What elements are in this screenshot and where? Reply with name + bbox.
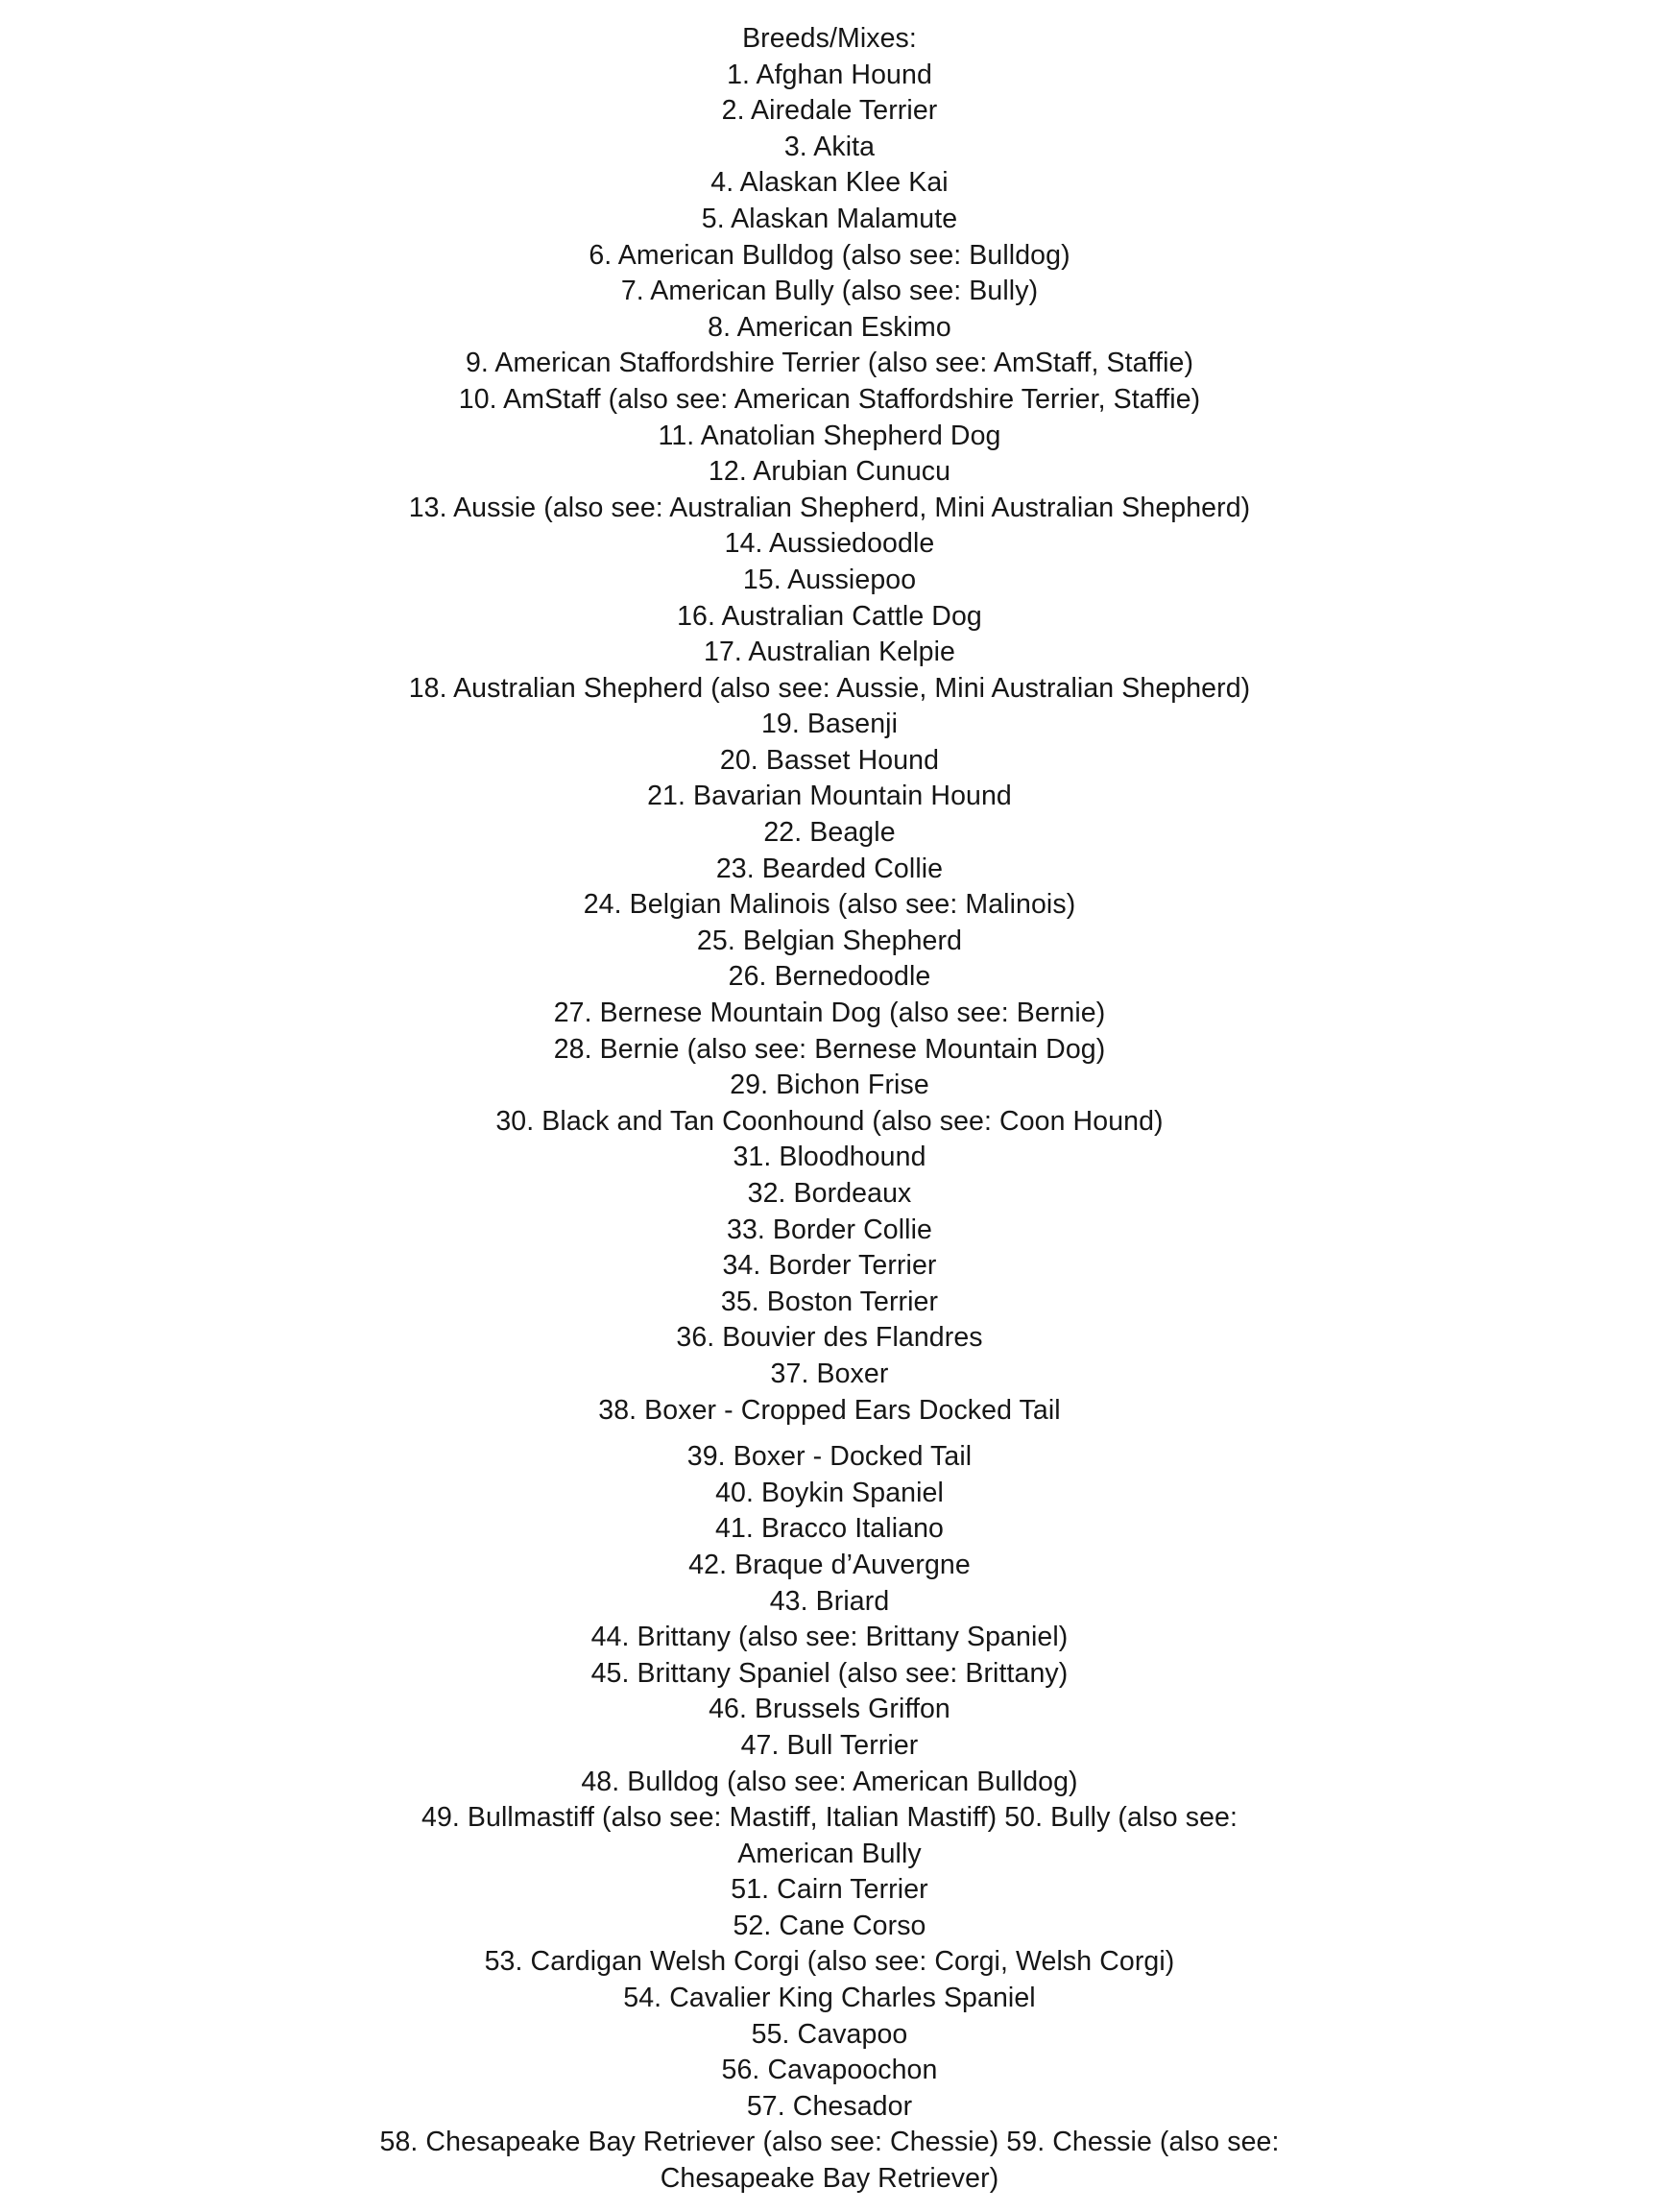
breed-list-item: 33. Border Collie [727,1214,932,1245]
breed-list-item: 2. Airedale Terrier [721,95,938,127]
breed-list-item: 4. Alaskan Klee Kai [710,167,949,199]
breed-list-item: 28. Bernie (also see: Bernese Mountain Dog) [553,1033,1106,1065]
breed-list-item: 58. Chesapeake Bay Retriever (also see: Chessie) 59. Chessie (also see: [379,2127,1280,2158]
breed-list-item: 21. Bavarian Mountain Hound [647,781,1012,812]
breed-list-item: 20. Basset Hound [719,744,940,776]
breed-list-item: 24. Belgian Malinois (also see: Malinois) [583,889,1076,921]
breed-list-item: Chesapeake Bay Retriever) [660,2163,999,2195]
breed-list-item: 18. Australian Shepherd (also see: Aussie, Mini Australian Shepherd) [408,672,1251,704]
breed-list-item: 57. Chesador [746,2090,913,2122]
breed-list-item: 41. Bracco Italiano [715,1513,944,1545]
breed-list-item: 1. Afghan Hound [727,59,932,90]
breed-list-item: 26. Bernedoodle [728,961,931,993]
breed-list-item: 31. Bloodhound [733,1142,926,1173]
breed-list-item: 42. Braque d’Auvergne [688,1549,971,1580]
breed-list-group-2 [0,1439,1659,2197]
breed-list-item: 13. Aussie (also see: Australian Shepherd, Mini Australian Shepherd) [408,492,1251,523]
breed-list-group-1 [0,58,1659,1430]
breed-list-item: 16. Australian Cattle Dog [677,600,982,632]
breed-list-item: 45. Brittany Spaniel (also see: Brittany) [590,1657,1069,1689]
breed-list-item: 49. Bullmastiff (also see: Mastiff, Italian Mastiff) 50. Bully (also see: [421,1802,1238,1834]
breed-list-item: 23. Bearded Collie [715,853,944,884]
breed-list-item: 12. Arubian Cunucu [708,456,951,488]
breed-list-item: 17. Australian Kelpie [704,637,955,668]
breed-list-item: 15. Aussiepoo [742,564,917,595]
breed-list-item: 32. Bordeaux [747,1178,912,1209]
breed-list-item: 53. Cardigan Welsh Corgi (also see: Corgi, Welsh Corgi) [484,1946,1175,1978]
breed-list-item: 40. Boykin Spaniel [715,1477,944,1508]
breed-list-item: 29. Bichon Frise [730,1070,929,1101]
breed-list-item: 27. Bernese Mountain Dog (also see: Bernie) [553,998,1106,1029]
breed-list-item: 54. Cavalier King Charles Spaniel [623,1983,1036,2014]
breed-list-item: 30. Black and Tan Coonhound (also see: Coon Hound) [495,1105,1164,1137]
breed-list-item: 34. Border Terrier [722,1250,937,1282]
breed-list-item: 47. Bull Terrier [740,1729,919,1761]
list-heading: Breeds/Mixes: [742,23,917,54]
breed-list-item: 9. American Staffordshire Terrier (also see: AmStaff, Staffie) [465,348,1194,379]
breed-list-item: 48. Bulldog (also see: American Bulldog) [581,1766,1078,1797]
breed-list-item: 44. Brittany (also see: Brittany Spaniel) [590,1622,1069,1653]
breed-list-item: 11. Anatolian Shepherd Dog [658,420,1001,451]
breed-list-item: 10. AmStaff (also see: American Staffordshire Terrier, Staffie) [458,383,1201,415]
breed-list-item: 7. American Bully (also see: Bully) [620,276,1039,307]
breed-list-item: 46. Brussels Griffon [709,1694,950,1725]
breed-list-item: 19. Basenji [760,709,899,740]
breed-list-item: 38. Boxer - Cropped Ears Docked Tail [598,1394,1061,1426]
breed-list-item: 43. Briard [769,1585,890,1617]
breed-list-item: 3. Akita [783,131,876,162]
breed-list-item: 6. American Bulldog (also see: Bulldog) [589,239,1070,271]
breed-list-item: 51. Cairn Terrier [731,1874,928,1906]
breed-list-item: 8. American Eskimo [708,311,951,343]
breed-list-item: 22. Beagle [763,817,896,849]
breed-list-item: 14. Aussiedoodle [724,528,935,560]
breed-list-item: 25. Belgian Shepherd [696,925,963,956]
breed-list-item: 52. Cane Corso [733,1910,926,1941]
breed-list-item: 56. Cavapoochon [721,2055,938,2086]
breed-list-item: 39. Boxer - Docked Tail [686,1441,973,1473]
breed-list-item: American Bully [737,1838,922,1869]
breed-list-item: 5. Alaskan Malamute [701,203,958,234]
breed-list-item: 37. Boxer [770,1358,889,1389]
breed-list-item: 36. Bouvier des Flandres [676,1322,983,1354]
breed-list-item: 55. Cavapoo [751,2018,908,2050]
breed-list-item: 35. Boston Terrier [720,1286,939,1317]
breed-list-document [0,21,1659,2198]
